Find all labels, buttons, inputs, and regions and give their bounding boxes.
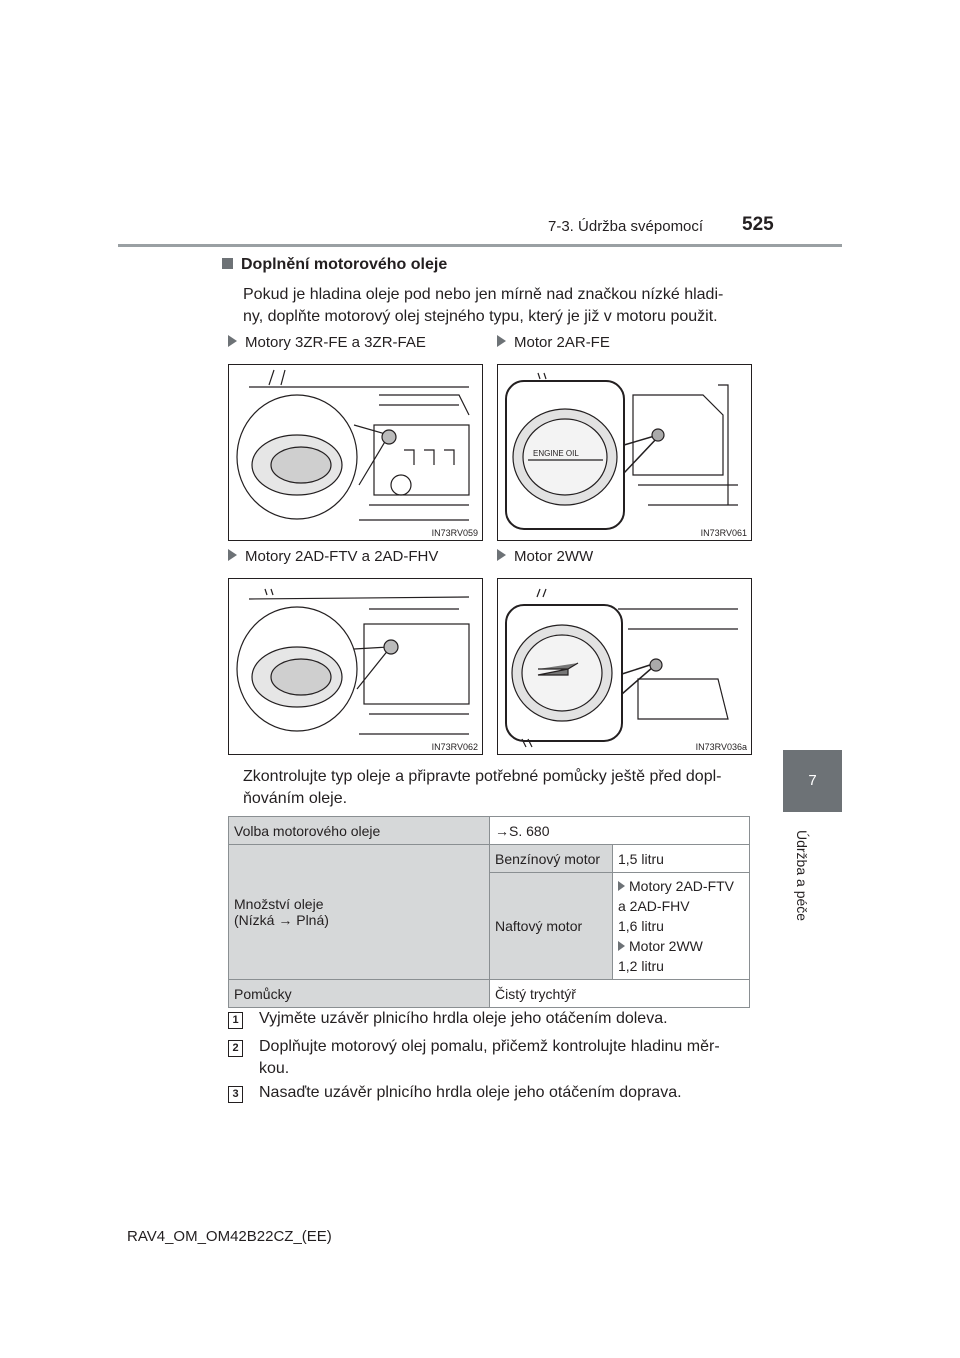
figure-engine-2ad: [228, 578, 483, 755]
chapter-label: Údržba a péče: [794, 830, 810, 922]
triangle-bullet-icon: [497, 335, 506, 347]
section-heading: [222, 256, 447, 274]
table-label-petrol: Benzínový motor: [490, 845, 613, 873]
page-number: 525: [742, 214, 774, 235]
figure-caption-4: Motor 2WW: [497, 548, 593, 565]
triangle-bullet-icon: [618, 881, 625, 891]
table-label-tools: Pomůcky: [229, 980, 490, 1008]
table-value-tools: Čistý trychtýř: [490, 980, 750, 1008]
document-id: RAV4_OM_OM42B22CZ_(EE): [127, 1228, 332, 1245]
square-bullet-icon: [222, 258, 233, 269]
triangle-bullet-icon: [618, 941, 625, 951]
running-header-section: 7-3. Údržba svépomocí: [548, 218, 704, 235]
figure-caption-3: Motory 2AD-FTV a 2AD-FHV: [228, 548, 438, 565]
header-rule: [118, 244, 842, 247]
table-label-diesel: Naftový motor: [490, 873, 613, 980]
engine-illustration-2ww: [498, 579, 751, 754]
engine-illustration-2ad: [229, 579, 482, 754]
step-number-3: 3: [228, 1086, 243, 1103]
figure-code-2: IN73RV061: [700, 528, 747, 538]
table-label-oil-choice: Volba motorového oleje: [229, 817, 490, 845]
check-line-2: ňováním oleje.: [243, 790, 348, 807]
engine-oil-cap-text: ENGINE OIL: [533, 449, 579, 458]
step-text-2: Doplňujte motorový olej pomalu, přičemž kontrolujte hladinu měr-: [259, 1038, 720, 1055]
intro-line-1: Pokud je hladina oleje pod nebo jen mírně nad značkou nízké hladi-: [243, 286, 724, 303]
section-title: Doplnění motorového oleje: [241, 256, 448, 273]
figure-code-4: IN73RV036a: [695, 742, 747, 752]
intro-line-2: ny, doplňte motorový olej stejného typu, který je již v motoru použit.: [243, 308, 718, 325]
check-line-1: Zkontrolujte typ oleje a připravte potřebné pomůcky ještě před dopl-: [243, 768, 722, 785]
triangle-bullet-icon: [228, 549, 237, 561]
chapter-tab: 7: [783, 750, 842, 812]
step-text-1: Vyjměte uzávěr plnicího hrdla oleje jeho otáčením doleva.: [259, 1010, 668, 1027]
step-text-3: Nasaďte uzávěr plnicího hrdla oleje jeho otáčením doprava.: [259, 1084, 682, 1101]
triangle-bullet-icon: [497, 549, 506, 561]
engine-illustration-2ar: [498, 365, 751, 540]
figure-engine-2ww: [497, 578, 752, 755]
engine-illustration-3zr: [229, 365, 482, 540]
step-number-1: 1: [228, 1012, 243, 1029]
table-value-diesel: Motory 2AD-FTV a 2AD-FHV 1,6 litru Motor 2WW 1,2 litru: [613, 873, 750, 980]
triangle-bullet-icon: [228, 335, 237, 347]
table-value-oil-choice: →S. 680: [490, 817, 750, 845]
figure-caption-2: Motor 2AR-FE: [497, 334, 610, 351]
step-number-2: 2: [228, 1040, 243, 1057]
table-label-quantity: Množství oleje (Nízká → Plná): [229, 845, 490, 980]
figure-engine-3zr: [228, 364, 483, 541]
step-2: 2 Doplňujte motorový olej pomalu, přičemž kontrolujte hladinu měr- kou.: [228, 1036, 750, 1082]
figure-code-1: IN73RV059: [431, 528, 478, 538]
figure-code-3: IN73RV062: [431, 742, 478, 752]
step-3: [228, 1082, 750, 1106]
figure-caption-1: Motory 3ZR-FE a 3ZR-FAE: [228, 334, 426, 351]
step-1: [228, 1008, 750, 1032]
table-value-petrol: 1,5 litru: [613, 845, 750, 873]
oil-info-table: [228, 816, 750, 1008]
figure-engine-2ar: [497, 364, 752, 541]
